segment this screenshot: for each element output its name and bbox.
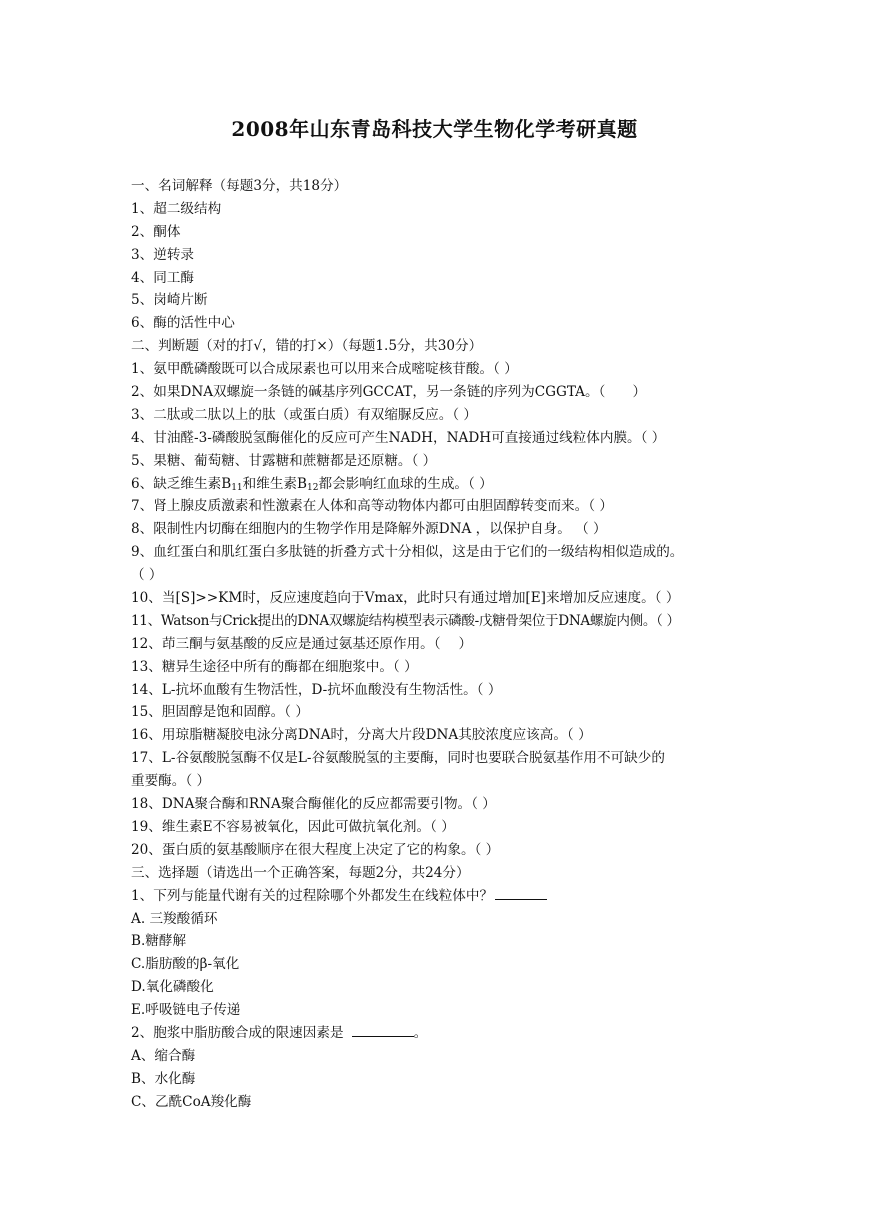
- q6-part-b: 和维生素B: [242, 475, 308, 492]
- judgment-question: 18、DNA聚合酶和RNA聚合酶催化的反应都需要引物。（ ）: [131, 796, 496, 813]
- judgment-question: 19、维生素E不容易被氧化，因此可做抗氧化剂。（ ）: [131, 818, 455, 835]
- q6-subscript-a: 11: [231, 482, 243, 493]
- judgment-question: 11、Watson与Crick提出的DNA双螺旋结构模型表示磷酸-戊糖骨架位于DNA螺旋内侧。（ ）: [131, 612, 680, 629]
- section3-heading: 三、选择题（请选出一个正确答案，每题2分，共24分）: [131, 864, 470, 881]
- answer-blank: [352, 1022, 414, 1037]
- choice-question: [131, 1022, 751, 1045]
- term-item: 6、酶的活性中心: [131, 315, 235, 332]
- judgment-question: 16、用琼脂糖凝胶电泳分离DNA时，分离大片段DNA其胶浓度应该高。（ ）: [131, 727, 592, 744]
- choice-question: [131, 885, 751, 908]
- judgment-question: 12、茚三酮与氨基酸的反应是通过氨基还原作用。（ ）: [131, 635, 473, 652]
- judgment-question: 14、L-抗坏血酸有生物活性，D-抗坏血酸没有生物活性。（ ）: [131, 681, 502, 698]
- judgment-question: 5、果糖、葡萄糖、甘露糖和蔗糖都是还原糖。（ ）: [131, 452, 437, 469]
- judgment-question: 9、血红蛋白和肌红蛋白多肽链的折叠方式十分相似，这是由于它们的一级结构相似造成的。: [131, 544, 684, 561]
- judgment-question: 4、甘油醛-3-磷酸脱氢酶催化的反应可产生NADH，NADH可直接通过线粒体内膜。（ ）: [131, 429, 666, 446]
- q6-part-a: 6、缺乏维生素B: [131, 475, 232, 492]
- choice-option: B.糖酵解: [131, 933, 187, 950]
- section1-heading: 一、名词解释（每题3分，共18分）: [131, 178, 348, 194]
- judgment-question: [131, 473, 751, 496]
- term-item: 5、岗崎片断: [131, 292, 208, 309]
- choice-question-text: 1、下列与能量代谢有关的过程除哪个外都发生在线粒体中？: [131, 887, 494, 904]
- judgment-question: 13、糖异生途径中所有的酶都在细胞浆中。（ ）: [131, 658, 418, 675]
- choice-question-text: 2、胞浆中脂肪酸合成的限速因素是: [131, 1024, 344, 1041]
- term-item: 1、超二级结构: [131, 200, 222, 217]
- exam-content: [131, 175, 751, 1114]
- judgment-question: 8、限制性内切酶在细胞内的生物学作用是降解外源DNA ，以保护自身。 （ ）: [131, 521, 607, 538]
- judgment-question: 10、当[S]>>KM时，反应速度趋向于Vmax，此时只有通过增加[E]来增加反应速度。（ ）: [131, 590, 680, 607]
- choice-option: A. 三羧酸循环: [131, 910, 218, 927]
- term-item: 3、逆转录: [131, 246, 195, 263]
- judgment-question: 2、如果DNA双螺旋一条链的碱基序列GCCAT，另一条链的序列为CGGTA。（ ）: [131, 384, 647, 401]
- judgment-question: 20、蛋白质的氨基酸顺序在很大程度上决定了它的构象。（ ）: [131, 841, 500, 858]
- page-title: 2008年山东青岛科技大学生物化学考研真题: [231, 117, 638, 141]
- section2-heading: 二、判断题（对的打√，错的打×）（每题1.5分，共30分）: [131, 338, 483, 355]
- answer-blank: [495, 885, 547, 900]
- term-item: 4、同工酶: [131, 269, 195, 286]
- q6-subscript-b: 12: [307, 482, 319, 493]
- term-item: 2、酮体: [131, 223, 181, 240]
- choice-option: C.脂肪酸的β-氧化: [131, 956, 240, 973]
- choice-option: D.氧化磷酸化: [131, 979, 214, 996]
- choice-option: A、缩合酶: [131, 1047, 196, 1064]
- choice-option: E.呼吸链电子传递: [131, 1002, 241, 1019]
- q6-part-c: 都会影响红血球的生成。（ ）: [318, 475, 493, 492]
- judgment-question: 17、L-谷氨酸脱氢酶不仅是L-谷氨酸脱氢的主要酶，同时也要联合脱氨基作用不可缺少的: [131, 750, 665, 767]
- judgment-question: 3、二肽或二肽以上的肽（或蛋白质）有双缩脲反应。（ ）: [131, 406, 478, 423]
- judgment-question: 1、氨甲酰磷酸既可以合成尿素也可以用来合成嘧啶核苷酸。（ ）: [131, 361, 518, 378]
- judgment-question-continued: （ ）: [131, 567, 163, 584]
- judgment-question: 15、胆固醇是饱和固醇。（ ）: [131, 704, 309, 721]
- choice-option: B、水化酶: [131, 1070, 196, 1087]
- choice-option: C、乙酰CoA羧化酶: [131, 1093, 252, 1110]
- judgment-question-continued: 重要酶。（ ）: [131, 773, 211, 790]
- judgment-question: 7、肾上腺皮质激素和性激素在人体和高等动物体内都可由胆固醇转变而来。（ ）: [131, 498, 613, 515]
- choice-question-end: 。: [413, 1024, 428, 1041]
